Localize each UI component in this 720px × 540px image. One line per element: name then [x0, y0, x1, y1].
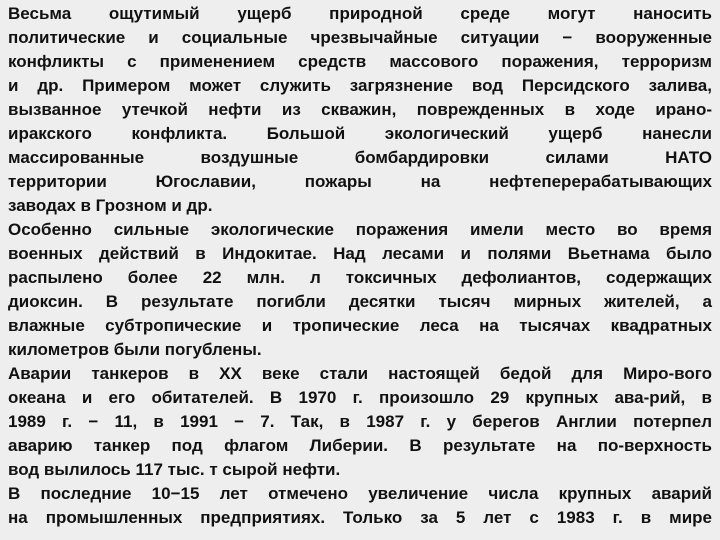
text-line: аварию танкер под флагом Либерии. В результате на по-верхность: [8, 436, 712, 455]
text-line: конфликты с применением средств массового поражения, терроризм: [8, 52, 712, 71]
text-line: политические и социальные чрезвычайные ситуации − вооруженные: [8, 28, 712, 47]
text-line: массированные воздушные бомбардировки силами НАТО: [8, 148, 712, 167]
text-line: влажные субтропические и тропические леса на тысячах квадратных: [8, 316, 712, 335]
text-line: Особенно сильные экологические поражения имели место во время: [8, 220, 712, 239]
text-line: километров были погублены.: [8, 340, 262, 359]
text-line: океана и его обитателей. В 1970 г. произошло 29 крупных ава-рий, в: [8, 388, 712, 407]
text-line: и др. Примером может служить загрязнение вод Персидского залива,: [8, 76, 712, 95]
text-line: территории Югославии, пожары на нефтеперерабатывающих: [8, 172, 712, 191]
text-line: вызванное утечкой нефти из скважин, поврежденных в ходе ирано-: [8, 100, 712, 119]
text-line: диоксин. В результате погибли десятки тысяч мирных жителей, а: [8, 292, 712, 311]
text-line: на промышленных предприятиях. Только за 5 лет с 1983 г. в мире: [8, 508, 712, 527]
text-line: 1989 г. − 11, в 1991 − 7. Так, в 1987 г. у берегов Англии потерпел: [8, 412, 712, 431]
text-line: Весьма ощутимый ущерб природной среде могут наносить: [8, 4, 712, 23]
text-line: Аварии танкеров в XX веке стали настоящей бедой для Миро-вого: [8, 364, 712, 383]
text-line: вод вылилось 117 тыс. т сырой нефти.: [8, 460, 341, 479]
text-line: заводах в Грозном и др.: [8, 196, 213, 215]
text-line: военных действий в Индокитае. Над лесами и полями Вьетнама было: [8, 244, 712, 263]
text-line: иракского конфликта. Большой экологический ущерб нанесли: [8, 124, 712, 143]
text-line: В последние 10−15 лет отмечено увеличение числа крупных аварий: [8, 484, 712, 503]
text-line: распылено более 22 млн. л токсичных дефолиантов, содержащих: [8, 268, 712, 287]
